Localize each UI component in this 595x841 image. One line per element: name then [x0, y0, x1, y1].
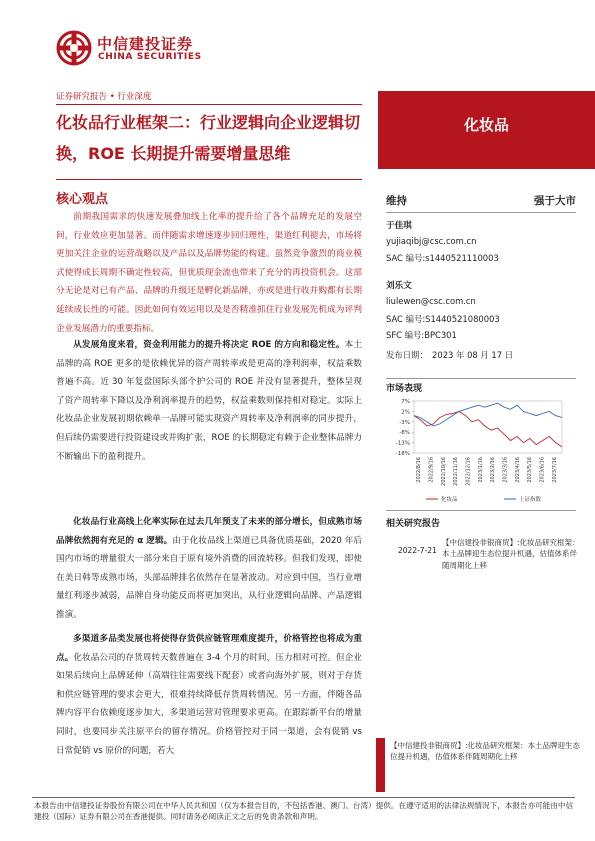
paragraph-1-lead: 从发展角度来看，资金利用能力的提升将决定 ROE 的方向和稳定性。	[73, 340, 345, 350]
series-line-sse-index	[414, 403, 562, 426]
body-paragraph-1	[56, 336, 362, 466]
x-tick-label: 2023/6/16	[539, 457, 546, 483]
y-tick-label: -18%	[395, 451, 410, 457]
y-tick-label: 7%	[401, 399, 410, 405]
x-tick-label: 2023/2/16	[490, 457, 497, 483]
section-title: 核心观点	[56, 192, 109, 207]
paragraph-3-lead: 多渠道多品类发展也将使得存货供应链管理难度提升，价格管控也将成为重点。	[56, 634, 362, 663]
related-report-link[interactable]: 【中信建投非银商贸】:化妆品研究框架：本土品牌迎生态位提升机遇，估值体系伴随周期化上移	[442, 538, 580, 570]
x-tick-label: 2023/1/16	[477, 457, 484, 483]
summary-paragraph	[56, 208, 362, 338]
rating-divider	[386, 212, 576, 213]
legend-label: 化妆品	[441, 497, 458, 503]
logo-name-en: CHINA SECURITIES	[98, 52, 202, 62]
logo-name-cn: 中信建投证券	[97, 35, 194, 53]
chart-divider	[386, 378, 576, 379]
sector-banner	[378, 91, 595, 169]
rating-action: 维持	[386, 195, 407, 207]
footer-disclaimer: 本报告由中信建投证券股份有限公司在中华人民共和国（仅为本报告目的，不包括香港、澳门、台湾）提供。在遵守适用的法律法规情况下，本报告亦可能由中信建投（国际）证券有限公司在香港提供。同时请务必阅读正文之后的免责条款和声明。	[34, 801, 574, 822]
side-note-text: 【中信建投非银商贸】:化妆品研究框架：本土品牌迎生态位提升机遇，估值体系伴随周期化上移	[390, 741, 581, 762]
related-divider	[386, 510, 576, 511]
x-tick-label: 2022/10/16	[440, 457, 447, 486]
x-tick-label: 2023/5/16	[527, 457, 534, 483]
side-note-accent	[376, 738, 385, 792]
body-paragraph-3	[56, 630, 362, 760]
csc-logo-icon	[56, 30, 92, 66]
sector-label: 化妆品	[463, 116, 509, 134]
analyst-2-name: 刘乐文	[386, 281, 412, 291]
footer-divider	[32, 797, 575, 798]
related-reports-title: 相关研究报告	[386, 519, 441, 529]
x-tick-label: 2023/4/16	[514, 457, 521, 483]
analyst-2-sfc: SFC 编号:BPC301	[386, 330, 457, 340]
market-chart-title: 市场表现	[386, 384, 423, 394]
analyst-2-email[interactable]: liulewen@csc.com.cn	[386, 296, 476, 306]
x-tick-label: 2022/9/16	[428, 457, 435, 483]
x-tick-label: 2023/7/16	[551, 457, 558, 483]
company-logo	[56, 30, 216, 68]
paragraph-2-lead: 化妆品行业高线上化率实际在过去几年预支了未来的部分增长，但成熟市场品牌依然拥有充足的 α 逻辑。	[56, 517, 362, 546]
y-tick-label: -13%	[395, 440, 410, 447]
paragraph-3-body: 化妆品公司的存货周转天数普遍在 3-4 个月的时间，压力相对可控。但企业如果后续向上品牌延伸（高端往往需要线下配套）或者向海外扩展，则对于存货和供应链管理的要求会更大，很难持续降低存货周转情况。另一方面，伴随各品牌内容平台依赖度逐步加大，多渠道运营对管理要求更高。在跟踪新平台的增量同时，也要同步关注原平台的留存情况。价格管控对于同一渠道，会有促销 vs 日常促销 vs 原价的问题，若大	[56, 652, 362, 756]
rating-value: 强于大市	[534, 195, 576, 207]
title-divider	[56, 179, 362, 180]
x-tick-label: 2022/8/16	[416, 457, 423, 483]
x-tick-label: 2022/12/16	[465, 457, 472, 486]
legend-label: 上证指数	[519, 497, 542, 503]
market-performance-chart	[386, 395, 576, 505]
chart-plot-area	[414, 401, 562, 453]
summary-text: 前期我国需求的快速发展叠加线上化率的提升给了各个品牌充足的发展空间，行业效应更加显著。而伴随需求增速逐步回归理性，渠道红利褪去，市场将更加关注企业的运营战略以及产品以及品牌势能的构建。虽然竞争激烈的商业模式使得成长周期不确定性较高，但优质现金流也带来了充分的再投资机会。这部分无论是对已有产品、品牌的升级还是孵化新品牌，亦或是进行收并购都有长期延续成长性的可能。因此如何有效运用以及是否精准抓住行业发展先机成为评判企业发展潜力的重要指标。	[56, 212, 362, 334]
analyst-1-sac: SAC 编号:s1440521110003	[386, 253, 499, 263]
y-tick-label: 2%	[401, 409, 410, 416]
analyst-1-email[interactable]: yujiaqibj@csc.com.cn	[386, 236, 477, 246]
y-tick-label: -8%	[399, 430, 410, 437]
analyst-1-name: 于佳琪	[386, 221, 412, 231]
paragraph-1-body: 本土品牌的高 ROE 更多的是依赖优异的资产周转率或是更高的净利润率，权益乘数普遍不高。近 30 年复盘国际头部个护公司的 ROE 并没有显著提升，整体呈现了资产周转率下降以及净利润率提升的趋势，权益乘数则保持相对稳定。实际上化妆品企业发展初期依赖单一品牌可能实现资产周转率及净利润率的同步提升，但后续仍需要进行投资建设或并购扩张，ROE 的长期稳定有赖于企业整体品牌力不断输出下的盈利提升。	[56, 340, 362, 462]
x-tick-label: 2023/3/16	[502, 457, 509, 483]
report-kicker: 证券研究报告 • 行业深度	[56, 92, 152, 102]
related-report-date: 2022-7-21	[398, 546, 437, 555]
analyst-2-sac: SAC 编号:S1440521080003	[386, 314, 500, 324]
kicker-divider	[56, 104, 362, 105]
x-tick-label: 2022/11/16	[453, 457, 460, 486]
y-tick-label: -3%	[399, 419, 410, 426]
paragraph-2-body: 由于化妆品线上渠道已具备优质基础，2020 年后国内市场的增量很大一部分来自于原有境外消费的回流转移。但我们发现，即使在美日韩等成熟市场，头部品牌排名依然存在显著波动。对应到中国，当行业增量红利逐步减弱，品牌自身功能反而将更加突出，从行业逻辑向品牌、产品逻辑推演。	[56, 535, 362, 620]
rating-row	[386, 193, 576, 211]
body-paragraph-2	[56, 513, 362, 625]
report-title: 化妆品行业框架二：行业逻辑向企业逻辑切换，ROE 长期提升需要增量思维	[56, 113, 361, 163]
series-line-cosmetics	[414, 411, 562, 446]
publish-date: 发布日期： 2023 年 08 月 17 日	[386, 350, 514, 360]
